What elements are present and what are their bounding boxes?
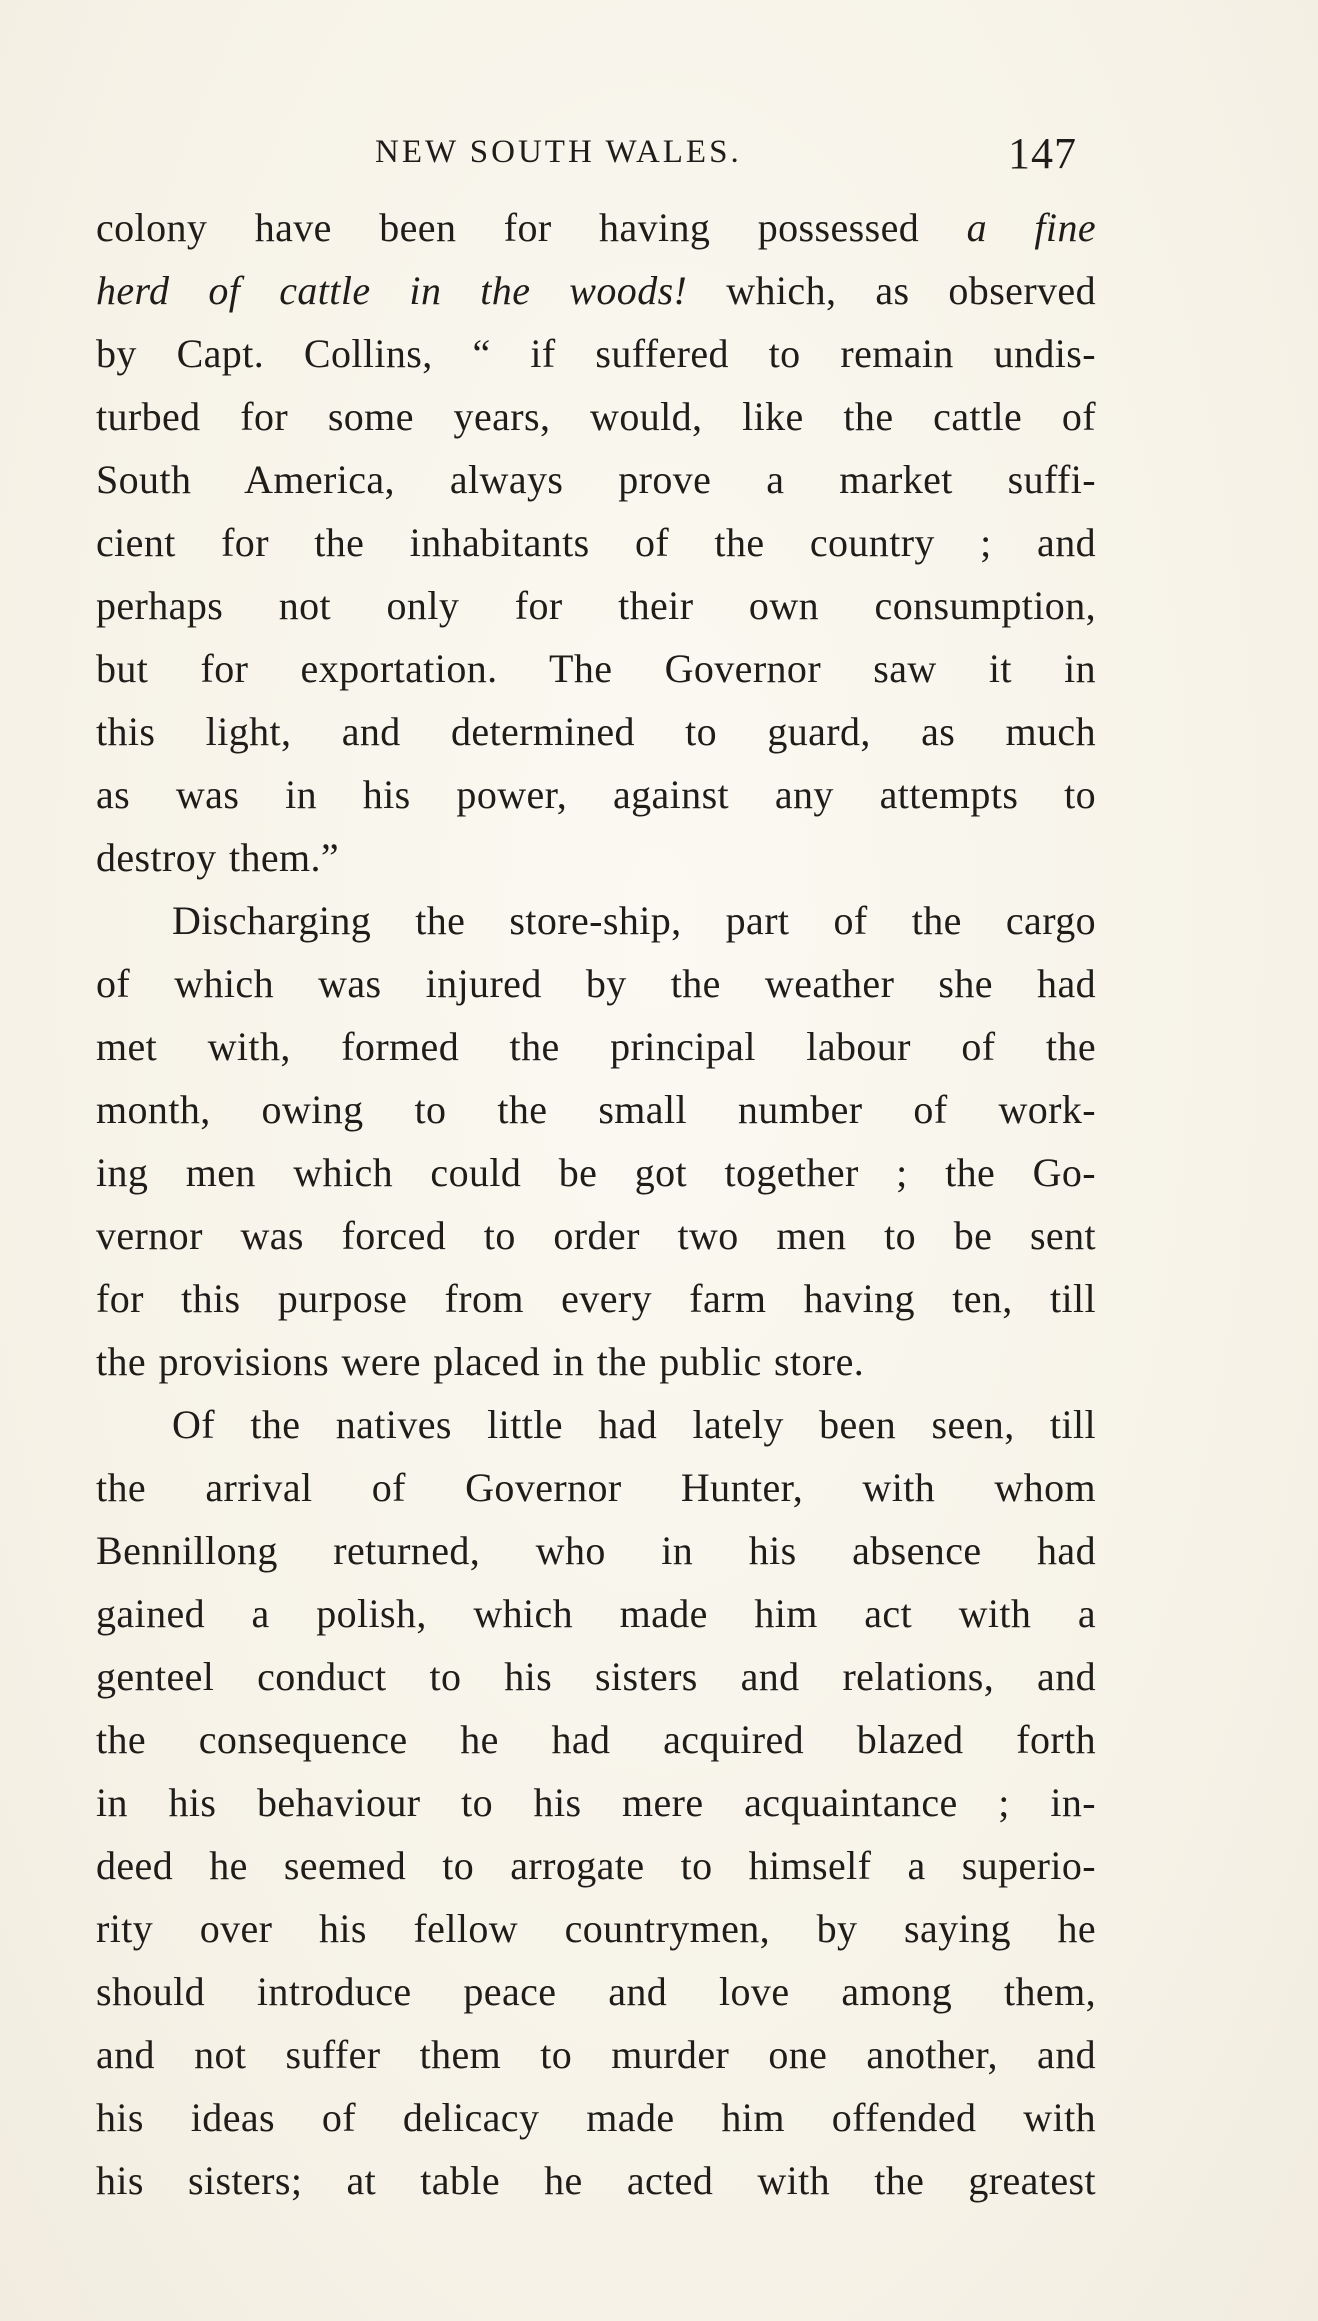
text-run: the arrival of Governor Hunter, with whom: [96, 1465, 1096, 1510]
body-text: [96, 196, 1096, 2212]
text-run: the consequence he had acquired blazed forth: [96, 1717, 1096, 1762]
text-run: his sisters; at table he acted with the greatest: [96, 2158, 1096, 2203]
text-line: [96, 2023, 1096, 2086]
text-line: [96, 700, 1096, 763]
text-run: by Capt. Collins, “ if suffered to remain undis-: [96, 331, 1096, 376]
text-run: his ideas of delicacy made him offended with: [96, 2095, 1096, 2140]
text-line: [96, 1582, 1096, 1645]
text-line: [96, 1519, 1096, 1582]
text-line: [96, 2149, 1096, 2212]
text-run: but for exportation. The Governor saw it in: [96, 646, 1096, 691]
text-line: [96, 1897, 1096, 1960]
text-run: month, owing to the small number of work-: [96, 1087, 1096, 1132]
text-line: [96, 1708, 1096, 1771]
text-run: of which was injured by the weather she had: [96, 961, 1096, 1006]
text-run: cient for the inhabitants of the country ; and: [96, 520, 1096, 565]
text-run: and not suffer them to murder one another, and: [96, 2032, 1096, 2077]
text-run: in his behaviour to his mere acquaintance ; in-: [96, 1780, 1096, 1825]
text-line: [96, 1330, 1096, 1393]
text-line: [96, 1771, 1096, 1834]
italic-text-run: a fine: [966, 205, 1096, 250]
text-run: as was in his power, against any attempts to: [96, 772, 1096, 817]
text-run: rity over his fellow countrymen, by saying he: [96, 1906, 1096, 1951]
text-line: [96, 448, 1096, 511]
text-line: [96, 196, 1096, 259]
text-run: Discharging the store-ship, part of the cargo: [172, 898, 1096, 943]
text-line: [96, 2086, 1096, 2149]
text-line: [96, 385, 1096, 448]
text-run: vernor was forced to order two men to be sent: [96, 1213, 1096, 1258]
text-line: [96, 1015, 1096, 1078]
text-run: met with, formed the principal labour of the: [96, 1024, 1096, 1069]
text-line: [96, 1456, 1096, 1519]
text-line: [96, 1960, 1096, 2023]
text-line: [96, 1645, 1096, 1708]
page-number: 147: [1008, 129, 1077, 178]
text-line: [96, 259, 1096, 322]
text-line: [96, 637, 1096, 700]
text-line: [96, 763, 1096, 826]
text-run: turbed for some years, would, like the cattle of: [96, 394, 1096, 439]
text-line: [96, 1204, 1096, 1267]
text-run: South America, always prove a market suffi-: [96, 457, 1096, 502]
text-run: this light, and determined to guard, as much: [96, 709, 1096, 754]
text-run: perhaps not only for their own consumption,: [96, 583, 1096, 628]
text-line: [96, 1267, 1096, 1330]
text-line: [96, 1834, 1096, 1897]
text-run: should introduce peace and love among them,: [96, 1969, 1096, 2014]
text-run: destroy them.”: [96, 835, 340, 880]
running-head: [0, 129, 1318, 184]
text-run: Of the natives little had lately been seen, till: [172, 1402, 1096, 1447]
text-run: which, as observed: [687, 268, 1096, 313]
text-run: gained a polish, which made him act with a: [96, 1591, 1096, 1636]
text-line: [96, 1141, 1096, 1204]
text-line: [96, 1078, 1096, 1141]
text-run: genteel conduct to his sisters and relations, and: [96, 1654, 1096, 1699]
text-line: [96, 322, 1096, 385]
text-line: [96, 889, 1096, 952]
text-run: the provisions were placed in the public store.: [96, 1339, 865, 1384]
text-run: for this purpose from every farm having ten, till: [96, 1276, 1096, 1321]
text-line: [96, 574, 1096, 637]
text-line: [96, 952, 1096, 1015]
text-line: [96, 826, 1096, 889]
text-line: [96, 1393, 1096, 1456]
italic-text-run: herd of cattle in the woods!: [96, 268, 688, 313]
text-run: ing men which could be got together ; the Go-: [96, 1150, 1096, 1195]
text-run: deed he seemed to arrogate to himself a superio-: [96, 1843, 1096, 1888]
text-line: [96, 511, 1096, 574]
text-run: colony have been for having possessed: [96, 205, 967, 250]
running-title: NEW SOUTH WALES.: [375, 134, 742, 170]
text-run: Bennillong returned, who in his absence had: [96, 1528, 1096, 1573]
